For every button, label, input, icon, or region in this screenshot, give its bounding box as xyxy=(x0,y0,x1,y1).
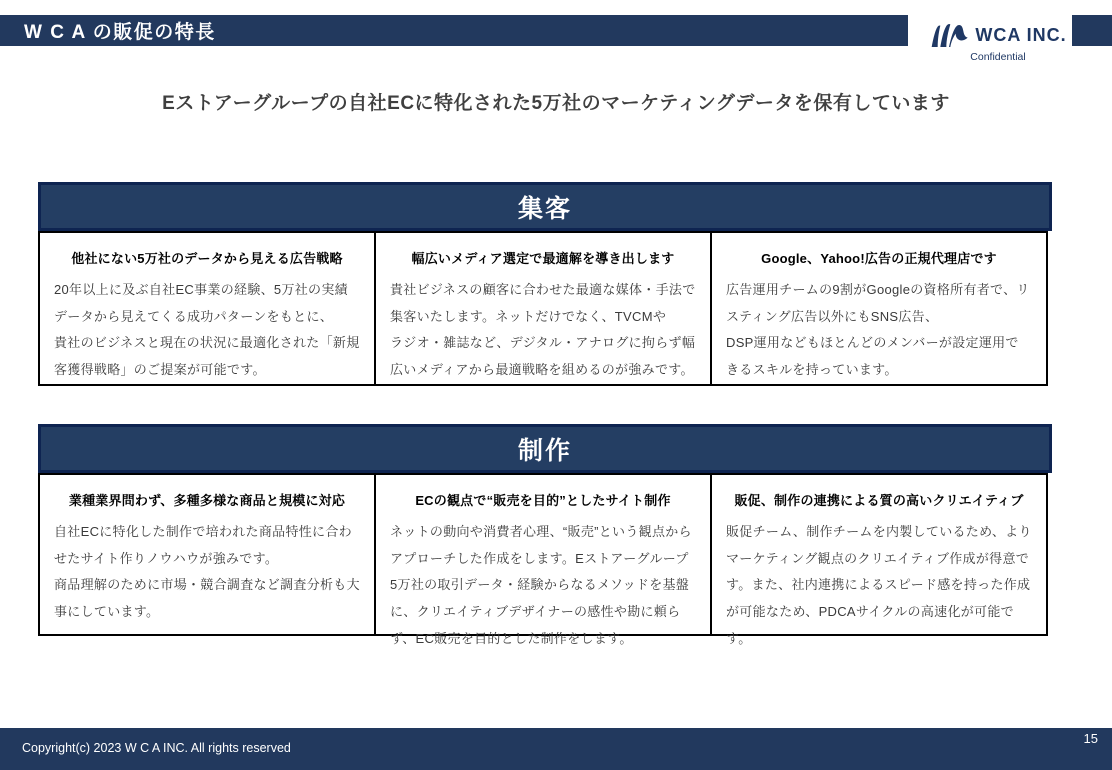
card-body: 広告運用チームの9割がGoogleの資格所有者で、リスティング広告以外にもSNS広告、 DSP運用などもほとんどのメンバーが設定運用できるスキルを持っています。 xyxy=(726,282,1030,377)
section-seisaku-banner xyxy=(38,424,1052,473)
card-body: 自社ECに特化した制作で培われた商品特性に合わせたサイト作りノウハウが強みです。 商品理解のために市場・競合調査など調査分析も大事にしています。 xyxy=(54,524,360,619)
wca-logo-icon xyxy=(929,20,969,50)
card-media-selection xyxy=(374,231,712,386)
card-any-industry xyxy=(38,473,376,636)
section-shukyaku-banner xyxy=(38,182,1052,231)
card-sales-focused-site xyxy=(374,473,712,646)
section-shukyaku-cards xyxy=(38,231,1052,386)
confidential-label: Confidential xyxy=(970,51,1026,63)
card-body: 貴社ビジネスの顧客に合わせた最適な媒体・手法で集客いたします。ネットだけでなく、TVCMや ラジオ・雑誌など、デジタル・アナログに拘らず幅広いメディアから最適戦略を組めるのが強みです。 xyxy=(390,282,696,377)
card-body: 販促チーム、制作チームを内製しているため、よりマーケティング観点のクリエイティブ作成が得意です。また、社内連携によるスピード感を持った作成が可能なため、PDCAサイクルの高速化が可能です。 xyxy=(726,524,1032,646)
footer-bar xyxy=(0,728,1112,770)
card-heading: 販促、制作の連携による質の高いクリエイティブ xyxy=(734,493,1024,508)
card-body: ネットの動向や消費者心理、“販売”という観点からアプローチした作成をします。Eストアーグループ5万社の取引データ・経験からなるメソッドを基盤に、クリエイティブデザイナーの感性や勘に頼らず、EC販売を目的とした制作をします。 xyxy=(390,524,692,646)
slide-headline: Eストアーグループの自社ECに特化された5万社のマーケティングデータを保有しています xyxy=(162,93,950,114)
page-number: 15 xyxy=(1083,731,1098,746)
card-body: 20年以上に及ぶ自社EC事業の経験、5万社の実績データから見えてくる成功パターンをもとに、 貴社のビジネスと現在の状況に最適化された「新規客獲得戦略」のご提案が可能です。 xyxy=(54,282,360,377)
card-heading: 業種業界問わず、多種多様な商品と規模に対応 xyxy=(68,493,346,508)
card-heading: 幅広いメディア選定で最適解を導き出します xyxy=(411,251,675,266)
company-logo xyxy=(928,20,1068,63)
section-seisaku-title: 制作 xyxy=(517,436,572,465)
card-heading: ECの観点で“販売を目的”としたサイト制作 xyxy=(415,493,671,508)
card-heading: 他社にない5万社のデータから見える広告戦略 xyxy=(71,251,343,266)
page-title: W C A の販促の特長 xyxy=(24,22,216,43)
title-bar xyxy=(0,15,908,46)
title-bar-right-segment xyxy=(1072,15,1112,46)
card-high-quality-creative xyxy=(710,473,1048,646)
card-ad-strategy xyxy=(38,231,376,386)
copyright-text: Copyright(c) 2023 W C A INC. All rights reserved xyxy=(22,741,291,755)
logo-wordmark: WCA INC. xyxy=(975,24,1067,45)
section-seisaku xyxy=(38,424,1052,646)
card-google-yahoo-agency xyxy=(710,231,1048,386)
section-seisaku-cards xyxy=(38,473,1052,646)
section-shukyaku-title: 集客 xyxy=(517,194,572,223)
section-shukyaku xyxy=(38,182,1052,386)
card-heading: Google、Yahoo!広告の正規代理店です xyxy=(761,251,997,266)
